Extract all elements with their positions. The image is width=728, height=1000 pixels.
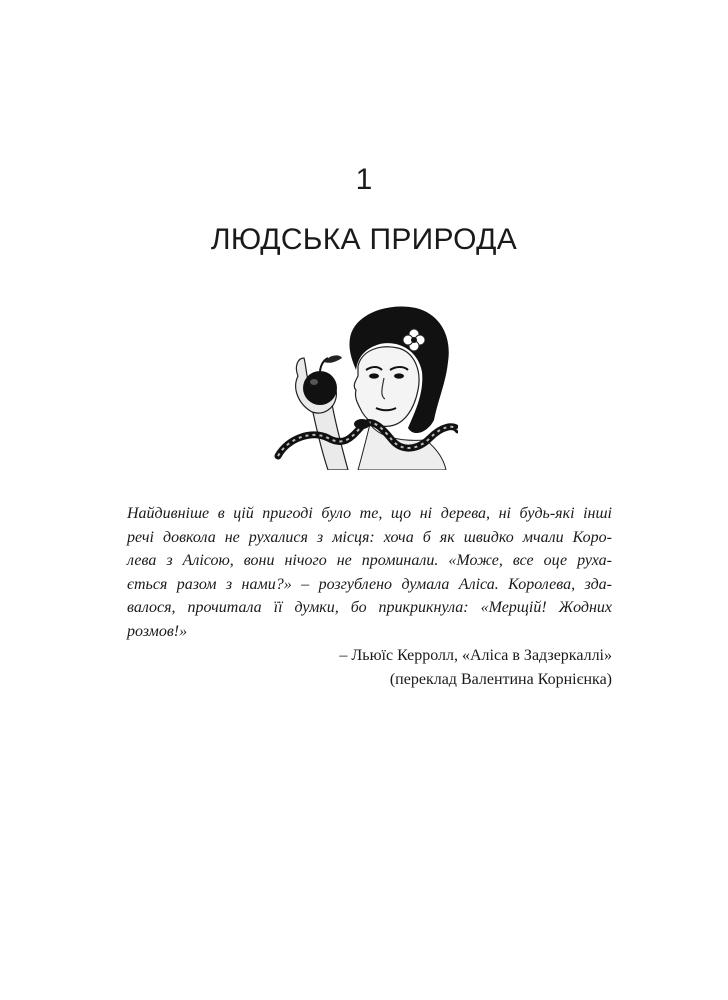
apple [303, 371, 337, 405]
epigraph-quote [127, 502, 612, 643]
face [354, 347, 419, 427]
epigraph-line: валося, прочитала її думки, бо прикрикнула: «Мерщій! Жодних [127, 599, 612, 616]
chapter-number: 1 [355, 163, 373, 196]
attribution-translation: (переклад Валентина Корнієнка) [389, 670, 612, 688]
attribution-author-work: – Льюїс Керролл, «Аліса в Задзеркаллі» [339, 647, 612, 664]
eve-apple-serpent-illustration [258, 300, 458, 470]
epigraph-line: розмов!» [127, 622, 188, 640]
epigraph-line: речі довкола не рухалися з місця: хоча б як швидко мчали Коро- [127, 528, 612, 546]
epigraph-line: Найдивніше в цій пригоді було те, що ні дерева, ні будь-які інші [127, 505, 612, 522]
epigraph-attribution [339, 644, 612, 691]
chapter-title: ЛЮДСЬКА ПРИРОДА [210, 223, 518, 256]
epigraph-line: лева з Алісою, вони нічого не проминали. «Може, все оце руха- [127, 552, 612, 569]
epigraph-line: ється разом з нами?» – розгублено думала Аліса. Королева, зда- [127, 575, 612, 593]
